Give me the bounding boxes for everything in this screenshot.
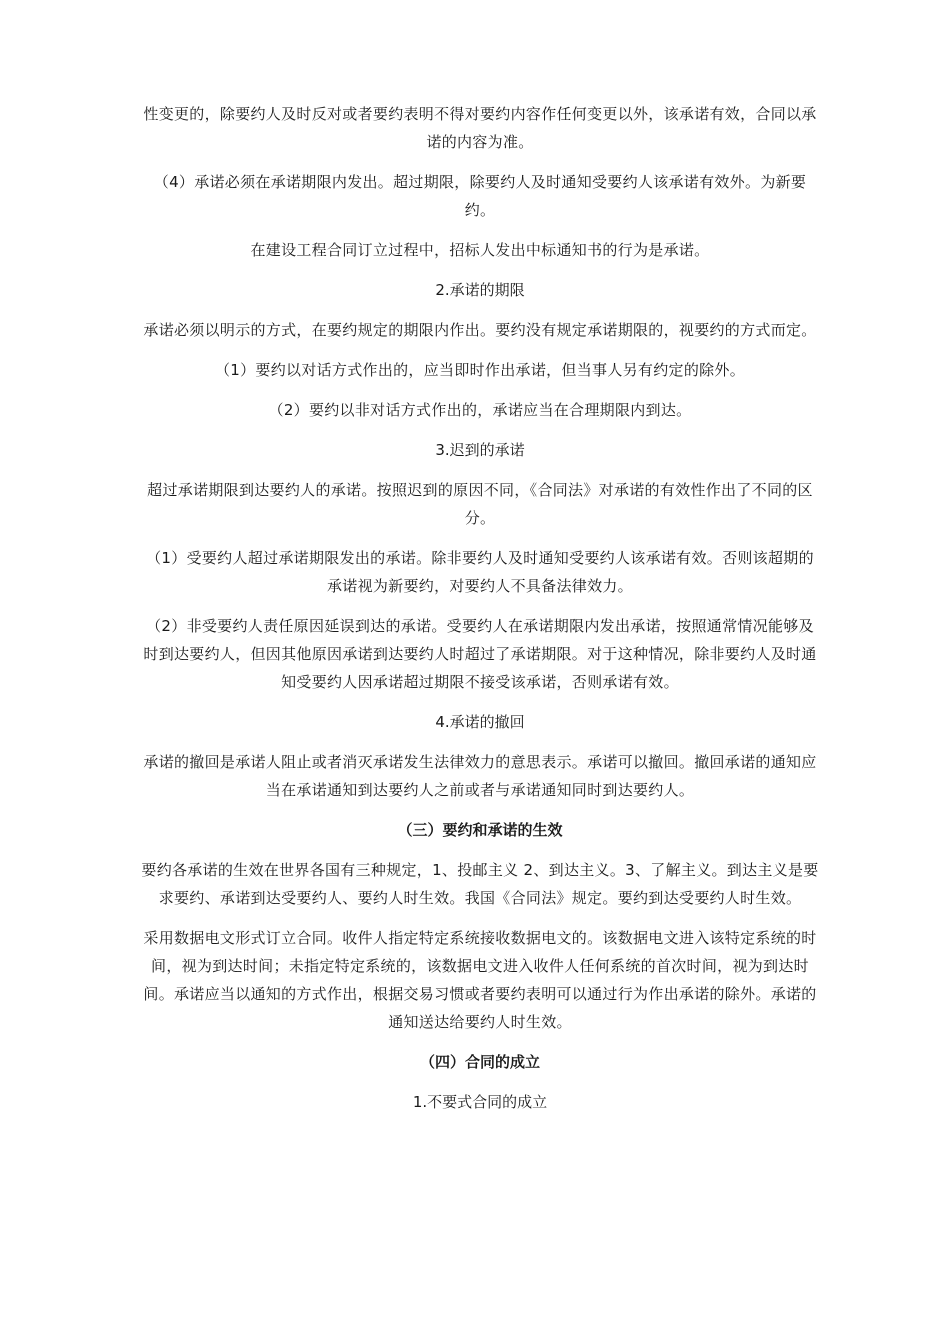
document-page xyxy=(140,100,820,1128)
heading-effectiveness: （三）要约和承诺的生效 xyxy=(397,821,563,839)
subheading-informal-contract: 1.不要式合同的成立 xyxy=(412,1093,548,1111)
paragraph-late-acceptance-case-1: （1）受要约人超过承诺期限发出的承诺。除非要约人及时通知受要约人该承诺有效。否则该超期的承诺视为新要约，对要约人不具备法律效力。 xyxy=(146,549,814,595)
paragraph-dialogue-offer: （1）要约以对话方式作出的，应当即时作出承诺，但当事人另有约定的除外。 xyxy=(214,361,746,379)
paragraph-non-dialogue-offer: （2）要约以非对话方式作出的，承诺应当在合理期限内到达。 xyxy=(268,401,692,419)
paragraph-effectiveness-theories: 要约各承诺的生效在世界各国有三种规定，1、投邮主义 2、到达主义。3、了解主义。到达主义是要求要约、承诺到达受要约人、要约人时生效。我国《合同法》规定。要约到达受要约人时生效。 xyxy=(141,861,819,907)
subheading-late-acceptance: 3.迟到的承诺 xyxy=(435,441,525,459)
heading-contract-formation: （四）合同的成立 xyxy=(419,1053,540,1071)
paragraph-late-acceptance-intro: 超过承诺期限到达要约人的承诺。按照迟到的原因不同，《合同法》对承诺的有效性作出了不同的区分。 xyxy=(147,481,813,527)
paragraph-express-acceptance: 承诺必须以明示的方式，在要约规定的期限内作出。要约没有规定承诺期限的，视要约的方式而定。 xyxy=(143,321,817,339)
paragraph-acceptance-deadline-rule: （4）承诺必须在承诺期限内发出。超过期限，除要约人及时通知受要约人该承诺有效外。为新要约。 xyxy=(153,173,807,219)
paragraph-electronic-data: 采用数据电文形式订立合同。收件人指定特定系统接收数据电文的。该数据电文进入该特定系统的时间，视为到达时间；未指定特定系统的，该数据电文进入收件人任何系统的首次时间，视为到达时间。承诺应当以通知的方式作出，根据交易习惯或者要约表明可以通过行为作出承诺的除外。承诺的通知送达给要约人时生效。 xyxy=(143,929,817,1031)
paragraph-late-acceptance-case-2: （2）非受要约人责任原因延误到达的承诺。受要约人在承诺期限内发出承诺，按照通常情况能够及时到达要约人，但因其他原因承诺到达要约人时超过了承诺期限。对于这种情况，除非要约人及时通知受要约人因承诺超过期限不接受该承诺，否则承诺有效。 xyxy=(143,617,817,691)
paragraph-withdrawal: 承诺的撤回是承诺人阻止或者消灭承诺发生法律效力的意思表示。承诺可以撤回。撤回承诺的通知应当在承诺通知到达要约人之前或者与承诺通知同时到达要约人。 xyxy=(143,753,817,799)
subheading-acceptance-period: 2.承诺的期限 xyxy=(435,281,525,299)
paragraph-acceptance-variation: 性变更的，除要约人及时反对或者要约表明不得对要约内容作任何变更以外，该承诺有效，合同以承诺的内容为准。 xyxy=(143,105,817,151)
paragraph-bid-notice: 在建设工程合同订立过程中，招标人发出中标通知书的行为是承诺。 xyxy=(250,241,710,259)
subheading-acceptance-withdrawal: 4.承诺的撤回 xyxy=(435,713,525,731)
